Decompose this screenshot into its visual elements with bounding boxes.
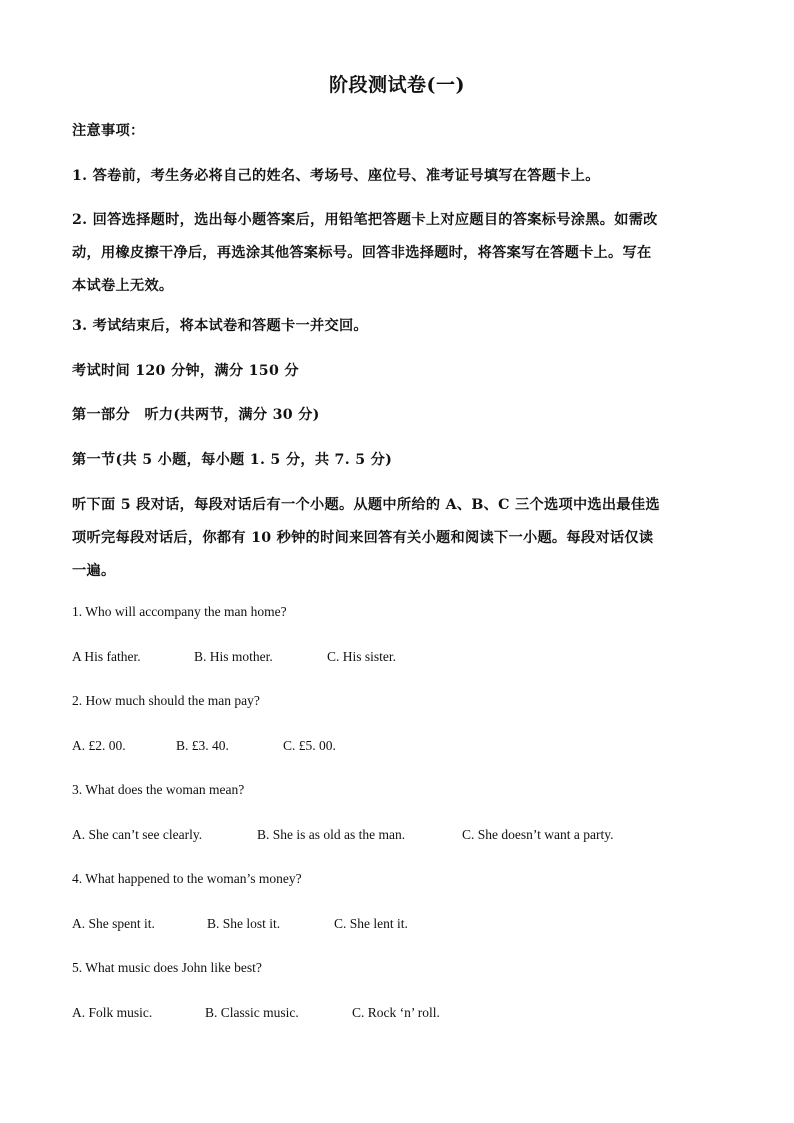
question-5-option-b: B. Classic music. (205, 1005, 299, 1020)
question-1: 1. Who will accompany the man home? (72, 604, 287, 619)
notice-item-3: 3. 考试结束后，将本试卷和答题卡一并交回。 (72, 318, 368, 334)
notice-item-2 (72, 204, 724, 303)
instructions-line: 一遍。 (72, 563, 116, 579)
question-3: 3. What does the woman mean? (72, 782, 245, 797)
notice-item-2-line: 本试卷上无效。 (72, 278, 174, 294)
question-5: 5. What music does John like best? (72, 960, 262, 975)
question-3-option-a: A. She can’t see clearly. (72, 827, 203, 842)
question-1-option-c: C. His sister. (327, 649, 397, 664)
question-2-option-a: A. £2. 00. (72, 738, 126, 753)
instructions-line: 听下面 5 段对话，每段对话后有一个小题。从题中所给的 A、B、C 三个选项中选出最佳选 (72, 497, 660, 513)
question-5-option-a: A. Folk music. (72, 1005, 153, 1020)
question-3-option-b: B. She is as old as the man. (257, 827, 406, 842)
section-heading: 第一节(共 5 小题，每小题 1. 5 分，共 7. 5 分) (72, 452, 393, 468)
notice-item-2-line: 动，用橡皮擦干净后，再选涂其他答案标号。回答非选择题时，将答案写在答题卡上。写在 (72, 245, 652, 261)
notice-item-2-line: 2. 回答选择题时，选出每小题答案后，用铅笔把答题卡上对应题目的答案标号涂黑。如需改 (72, 212, 658, 228)
question-2: 2. How much should the man pay? (72, 693, 260, 708)
question-4-option-a: A. She spent it. (72, 916, 155, 931)
question-1-option-a: A His father. (72, 649, 141, 664)
question-4-option-b: B. She lost it. (207, 916, 281, 931)
question-2-option-c: C. £5. 00. (283, 738, 336, 753)
page-title: 阶段测试卷(一) (329, 74, 465, 96)
question-4: 4. What happened to the woman’s money? (72, 871, 302, 886)
question-2-option-b: B. £3. 40. (176, 738, 229, 753)
question-3-option-c: C. She doesn’t want a party. (462, 827, 614, 842)
question-4-option-c: C. She lent it. (334, 916, 408, 931)
part-heading: 第一部分 听力(共两节，满分 30 分) (72, 407, 320, 423)
question-1-option-b: B. His mother. (194, 649, 273, 664)
question-5-option-c: C. Rock ‘n’ roll. (352, 1005, 440, 1020)
exam-info: 考试时间 120 分钟，满分 150 分 (72, 363, 299, 379)
notice-item-1: 1. 答卷前，考生务必将自己的姓名、考场号、座位号、准考证号填写在答题卡上。 (72, 168, 600, 184)
listening-instructions (72, 489, 724, 588)
instructions-line: 项听完每段对话后，你都有 10 秒钟的时间来回答有关小题和阅读下一小题。每段对话仅读 (72, 530, 654, 546)
notice-heading: 注意事项： (72, 123, 145, 139)
